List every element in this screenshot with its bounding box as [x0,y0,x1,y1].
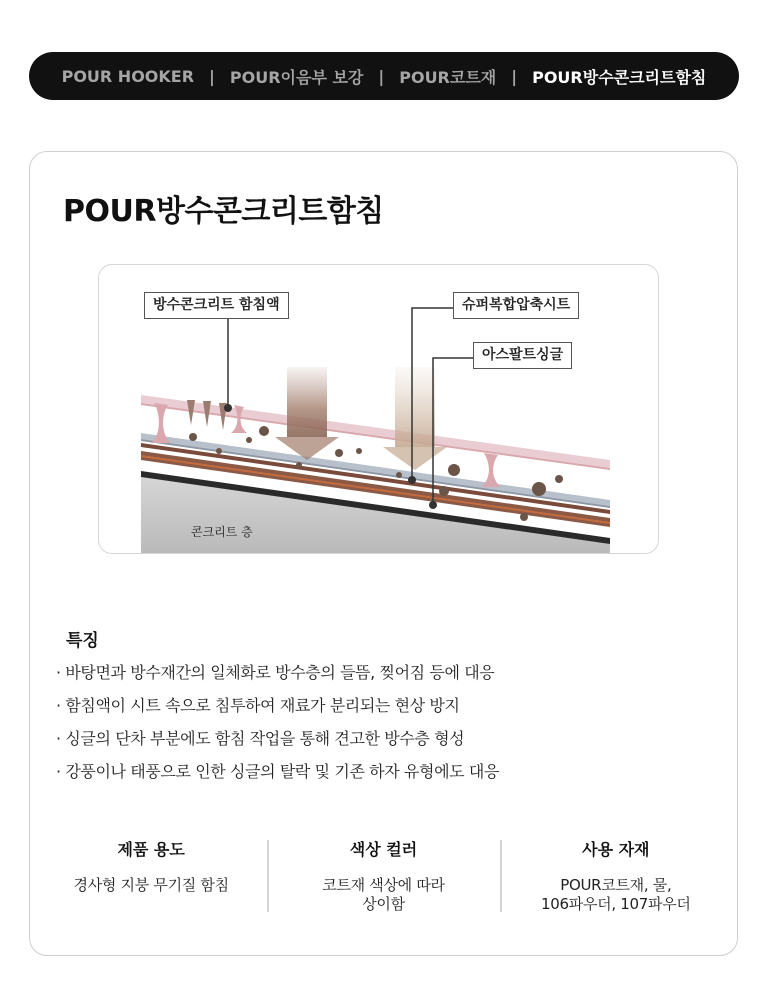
nav-item-pour-hooker[interactable]: POUR HOOKER [61,66,195,86]
spec-materials [500,840,732,920]
spec-color-heading: 색상 컬러 [349,840,418,859]
spec-color [267,840,499,920]
nav-item-concrete-impregnation[interactable]: POUR방수콘크리트함침 [532,67,707,87]
nav-separator: | [511,66,518,86]
nav-item-coat[interactable]: POUR코트재 [399,67,497,87]
nav-separator: | [209,66,215,86]
feature-item: · 함침액이 시트 속으로 침투하여 재료가 분리되는 현상 방지 [56,689,499,722]
label-asphalt-shingle: 아스팔트싱글 [473,342,572,369]
layer-diagram [98,264,659,554]
label-compression-sheet: 슈퍼복합압축시트 [453,292,579,319]
nav-item-joint-reinforcement[interactable]: POUR이음부 보강 [229,67,364,87]
page-title: POUR방수콘크리트함침 [63,194,384,229]
feature-item: · 강풍이나 태풍으로 인한 싱글의 탈락 및 기존 하자 유형에도 대응 [56,755,499,788]
spec-table [35,840,732,920]
nav-separator: | [378,66,385,86]
spec-materials-value: POUR코트재, 물, 106파우더, 107파우더 [541,876,691,913]
top-navigation [29,52,739,100]
spec-color-value: 코트재 색상에 따라 상이함 [322,876,445,913]
feature-item: · 바탕면과 방수재간의 일체화로 방수층의 들뜸, 찢어짐 등에 대응 [56,656,499,689]
label-impregnation-liquid: 방수콘크리트 함침액 [144,292,289,319]
label-concrete-layer: 콘크리트 층 [191,525,253,539]
spec-usage-heading: 제품 용도 [117,840,185,859]
features-title: 특징 [66,631,99,651]
product-card [29,151,738,956]
spec-materials-heading: 사용 자재 [582,840,650,859]
spec-usage-value: 경사형 지붕 무기질 함침 [73,876,229,894]
feature-item: · 싱글의 단차 부분에도 함침 작업을 통해 견고한 방수층 형성 [56,722,499,755]
features-list [56,656,499,788]
spec-usage [35,840,267,920]
